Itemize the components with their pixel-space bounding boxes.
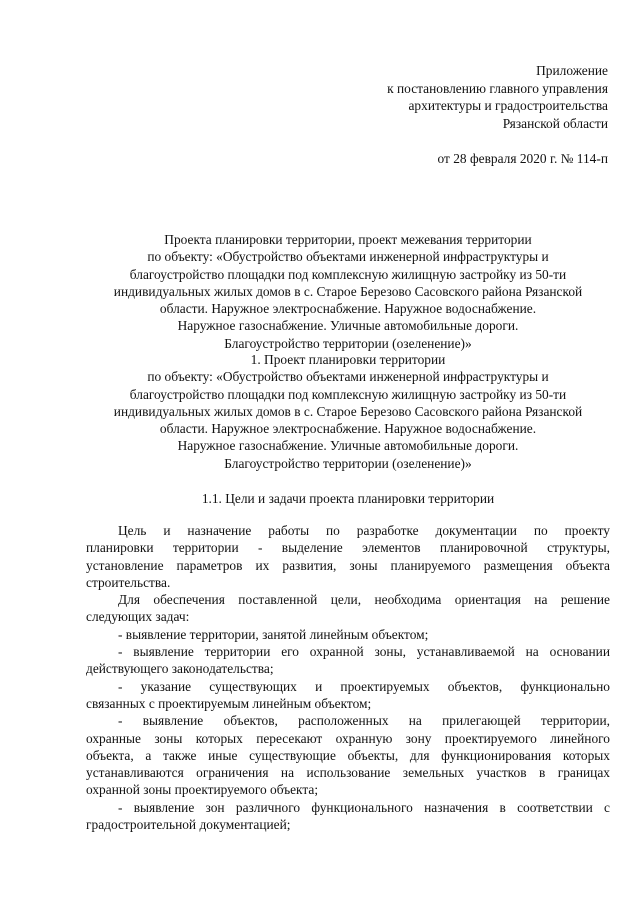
appendix-line: к постановлению главного управления (387, 80, 608, 96)
document-title (86, 231, 610, 352)
body-line: связанных с проектируемым линейным объектом; (86, 695, 372, 711)
body-line: строительства. (86, 574, 171, 590)
appendix-date: от 28 февраля 2020 г. № 114-п (437, 151, 608, 166)
section-line: индивидуальных жилых домов в с. Старое Березово Сасовского района Рязанской (113, 403, 583, 419)
title-line: Проекта планировки территории, проект межевания территории (164, 232, 532, 247)
body-line: - указание существующих и проектируемых объектов, функционально (118, 678, 610, 694)
body-line: - выявление зон различного функционального назначения в соответствии с (118, 799, 610, 815)
section-heading (86, 351, 610, 472)
section-line: благоустройство площадки под комплексную жилищную застройку из 50-ти (129, 386, 567, 402)
body-line: следующих задач: (86, 609, 190, 625)
body-line: градостроительной документацией; (86, 817, 291, 833)
section-line: 1. Проект планировки территории (250, 352, 446, 367)
body-line: охранные зоны которых пересекают охранную зону проектируемого линейного (86, 730, 610, 746)
body-text (86, 522, 610, 833)
section-line: Наружное газоснабжение. Уличные автомобильные дороги. (177, 438, 519, 454)
title-line: Благоустройство территории (озеленение)» (224, 335, 472, 351)
body-line: планировки территории - выделение элементов планировочной структуры, (86, 540, 610, 556)
appendix-line: Приложение (536, 63, 608, 78)
body-line: - выявление территории его охранной зоны, устанавливаемой на основании (118, 644, 610, 660)
body-line: действующего законодательства; (86, 661, 274, 677)
title-line: Наружное газоснабжение. Уличные автомобильные дороги. (177, 318, 519, 334)
title-line: благоустройство площадки под комплексную жилищную застройку из 50-ти (129, 266, 567, 282)
appendix-header (387, 62, 608, 168)
title-line: индивидуальных жилых домов в с. Старое Березово Сасовского района Рязанской (113, 283, 583, 299)
body-line: - выявление территории, занятой линейным объектом; (118, 626, 429, 642)
subsection-title: 1.1. Цели и задачи проекта планировки территории (201, 491, 495, 506)
appendix-line: архитектуры и градостроительства (408, 98, 608, 113)
body-line: Цель и назначение работы по разработке документации по проекту (118, 523, 610, 538)
body-line: объекта, а также иные существующие объекты, для функционирования которых (86, 747, 610, 763)
body-line: устанавливаются ограничения на использование земельных участков в границах (86, 765, 610, 781)
section-line: области. Наружное электроснабжение. Наружное водоснабжение. (159, 421, 537, 437)
body-line: Для обеспечения поставленной цели, необходима ориентация на решение (118, 592, 610, 608)
section-line: Благоустройство территории (озеленение)» (224, 455, 472, 471)
appendix-line: Рязанской области (502, 115, 608, 131)
body-line: охранной зоны проектируемого объекта; (86, 782, 319, 798)
title-line: по объекту: «Обустройство объектами инженерной инфраструктуры и (147, 249, 549, 265)
title-line: области. Наружное электроснабжение. Наружное водоснабжение. (159, 301, 537, 317)
section-line: по объекту: «Обустройство объектами инженерной инфраструктуры и (147, 369, 549, 385)
body-line: установление параметров их развития, зоны планируемого размещения объекта (86, 557, 610, 573)
body-line: - выявление объектов, расположенных на прилегающей территории, (118, 713, 610, 729)
